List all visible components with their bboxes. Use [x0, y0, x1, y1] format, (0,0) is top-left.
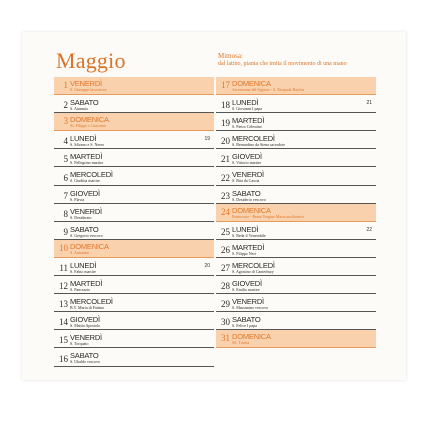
day-number: 30: [221, 317, 230, 328]
calendar-day-row: [54, 330, 214, 348]
weekday-name: SABATO: [70, 98, 99, 108]
weekday-name: SABATO: [232, 315, 261, 325]
calendar-day-row: [216, 240, 376, 258]
saint-name: Pentecoste - Beata Vergine Maria ausiliatrice: [232, 213, 304, 219]
saint-name: S. Beda il Venerabile: [232, 232, 266, 238]
saint-name: S. Pellegrino martire: [70, 160, 104, 166]
day-number: 28: [221, 281, 230, 292]
saint-name: S. Desiderio vescovo: [232, 196, 266, 202]
calendar-day-row: [216, 276, 376, 294]
weekday-name: DOMENICA: [232, 332, 271, 342]
calendar-day-row: [216, 294, 376, 312]
days-column-right: [216, 77, 376, 348]
week-number: 21: [366, 100, 372, 107]
quote-text: dal latino, pianta che imita il movimento di una mano: [218, 61, 347, 67]
saint-name: SS. Trinità: [232, 340, 250, 346]
calendar-day-row: [54, 95, 214, 113]
weekday-name: LUNEDÌ: [70, 260, 97, 270]
saint-name: S. Desiderato: [70, 214, 92, 220]
weekday-name: GIOVEDÌ: [70, 315, 100, 325]
day-number: 7: [63, 190, 68, 201]
day-number: 5: [63, 154, 68, 165]
weekday-name: GIOVEDÌ: [232, 152, 262, 162]
calendar-day-row: [54, 186, 214, 204]
saint-name: S. Mattia Apostolo: [70, 323, 101, 329]
saint-name: S. Felice I papa: [232, 323, 257, 329]
calendar-day-row-sunday: [54, 77, 214, 95]
weekday-name: MARTEDÌ: [70, 152, 103, 162]
day-number: 16: [59, 353, 68, 364]
weekday-name: GIOVEDÌ: [70, 188, 100, 198]
saint-name: S. Atanasio: [70, 106, 89, 112]
day-number: 11: [59, 263, 68, 274]
saint-name: S. Torquato: [70, 341, 89, 347]
calendar-day-row-sunday: [54, 240, 214, 258]
day-number: 17: [221, 80, 230, 90]
day-number: 24: [221, 206, 230, 217]
weekday-name: SABATO: [232, 188, 261, 198]
weekday-name: VENERDÌ: [232, 170, 264, 180]
quote-title: Mimosa:: [218, 52, 243, 60]
saint-name: S. Fabio martire: [70, 268, 96, 274]
weekday-name: VENERDÌ: [70, 333, 102, 343]
saint-name: S. Ubaldo vescovo: [70, 359, 101, 365]
saint-name: S. Giuditta martire: [70, 178, 100, 184]
day-number: 25: [221, 226, 230, 237]
day-number: 21: [221, 154, 230, 165]
month-title: Maggio: [56, 48, 126, 73]
day-number: 10: [59, 242, 68, 253]
day-number: 2: [63, 100, 68, 111]
saint-name: S. Vittorio martire: [232, 160, 262, 166]
day-number: 13: [59, 299, 68, 310]
weekday-name: DOMENICA: [232, 205, 271, 215]
weekday-name: MERCOLEDÌ: [232, 134, 275, 144]
saint-name: S. Giovanni I papa: [232, 106, 262, 112]
calendar-day-row: [54, 204, 214, 222]
weekday-name: MERCOLEDÌ: [70, 170, 113, 180]
saint-name: S. Pancrazio: [70, 287, 90, 293]
day-number: 23: [221, 190, 230, 201]
week-number: 22: [366, 226, 372, 233]
calendar-day-row-sunday: [54, 113, 214, 131]
calendar-day-row: [54, 222, 214, 240]
day-number: 31: [221, 333, 230, 344]
calendar-day-row: [216, 258, 376, 276]
mimosa-quote: [218, 52, 388, 68]
day-number: 15: [59, 335, 68, 346]
saint-name: Ascensione del Signore - S. Pasquale Baylon: [232, 87, 305, 92]
weekday-name: LUNEDÌ: [232, 98, 259, 108]
day-number: 29: [221, 299, 230, 310]
weekday-name: SABATO: [70, 351, 99, 361]
weekday-name: LUNEDÌ: [70, 134, 97, 144]
calendar-day-row: [216, 312, 376, 330]
day-number: 19: [221, 118, 230, 129]
week-number: 20: [204, 262, 210, 269]
calendar-day-row: [54, 312, 214, 330]
saint-name: S. Emilio martire: [232, 287, 260, 293]
calendar-day-row: [216, 222, 376, 240]
weekday-name: VENERDÌ: [70, 206, 102, 216]
days-column-left: [54, 77, 214, 367]
weekday-name: MERCOLEDÌ: [70, 297, 113, 307]
saint-name: S. Gregorio vescovo: [70, 232, 103, 238]
day-number: 12: [59, 281, 68, 292]
weekday-name: GIOVEDÌ: [232, 279, 262, 289]
day-number: 26: [221, 244, 230, 255]
calendar-day-row: [54, 348, 214, 366]
weekday-name: DOMENICA: [70, 115, 109, 125]
day-number: 1: [63, 80, 68, 90]
calendar-day-row: [216, 95, 376, 113]
saint-name: S. Filippo Neri: [232, 250, 256, 256]
day-number: 4: [63, 136, 68, 147]
day-number: 22: [221, 172, 230, 183]
calendar-day-row: [216, 167, 376, 185]
day-number: 9: [63, 226, 68, 237]
week-number: 19: [204, 136, 210, 143]
saint-name: B.V. Maria di Fatima: [70, 305, 104, 311]
calendar-day-row-sunday: [216, 77, 376, 95]
calendar-day-row: [216, 149, 376, 167]
calendar-day-row: [54, 149, 214, 167]
saint-name: Ss. Filippo e Giacomo: [70, 123, 106, 129]
calendar-day-row: [216, 131, 376, 149]
saint-name: S. Rita da Cascia: [232, 178, 260, 184]
day-number: 14: [59, 317, 68, 328]
saint-name: S. Flavia: [70, 196, 85, 202]
weekday-name: MERCOLEDÌ: [232, 260, 275, 270]
day-number: 20: [221, 136, 230, 147]
weekday-name: VENERDÌ: [70, 79, 102, 88]
calendar-day-row-sunday: [216, 330, 376, 348]
calendar-day-row: [216, 113, 376, 131]
day-number: 8: [63, 208, 68, 219]
saint-name: S. Silvano e S. Nereo: [70, 142, 105, 148]
weekday-name: SABATO: [70, 224, 99, 234]
saint-name: S. Agostino di Canterbury: [232, 268, 274, 274]
saint-name: S. Antonino: [70, 249, 90, 255]
calendar-day-row: [54, 258, 214, 276]
day-number: 6: [63, 172, 68, 183]
day-number: 27: [221, 263, 230, 274]
calendar-day-row: [54, 294, 214, 312]
day-number: 3: [63, 116, 68, 127]
saint-name: S. Pietro Celestino: [232, 124, 262, 130]
weekday-name: MARTEDÌ: [232, 116, 265, 126]
weekday-name: DOMENICA: [232, 79, 271, 88]
weekday-name: LUNEDÌ: [232, 224, 259, 234]
calendar-day-row: [54, 131, 214, 149]
weekday-name: VENERDÌ: [232, 297, 264, 307]
weekday-name: MARTEDÌ: [70, 279, 103, 289]
day-number: 18: [221, 100, 230, 111]
calendar-day-row: [54, 167, 214, 185]
weekday-name: MARTEDÌ: [232, 242, 265, 252]
calendar-day-row: [216, 186, 376, 204]
saint-name: S. Bernardino da Siena sacerdote: [232, 142, 285, 148]
weekday-name: DOMENICA: [70, 241, 109, 251]
calendar-day-row-sunday: [216, 204, 376, 222]
saint-name: S. Massimino vescovo: [232, 305, 269, 311]
calendar-day-row: [54, 276, 214, 294]
saint-name: S. Giuseppe lavoratore: [70, 87, 107, 92]
